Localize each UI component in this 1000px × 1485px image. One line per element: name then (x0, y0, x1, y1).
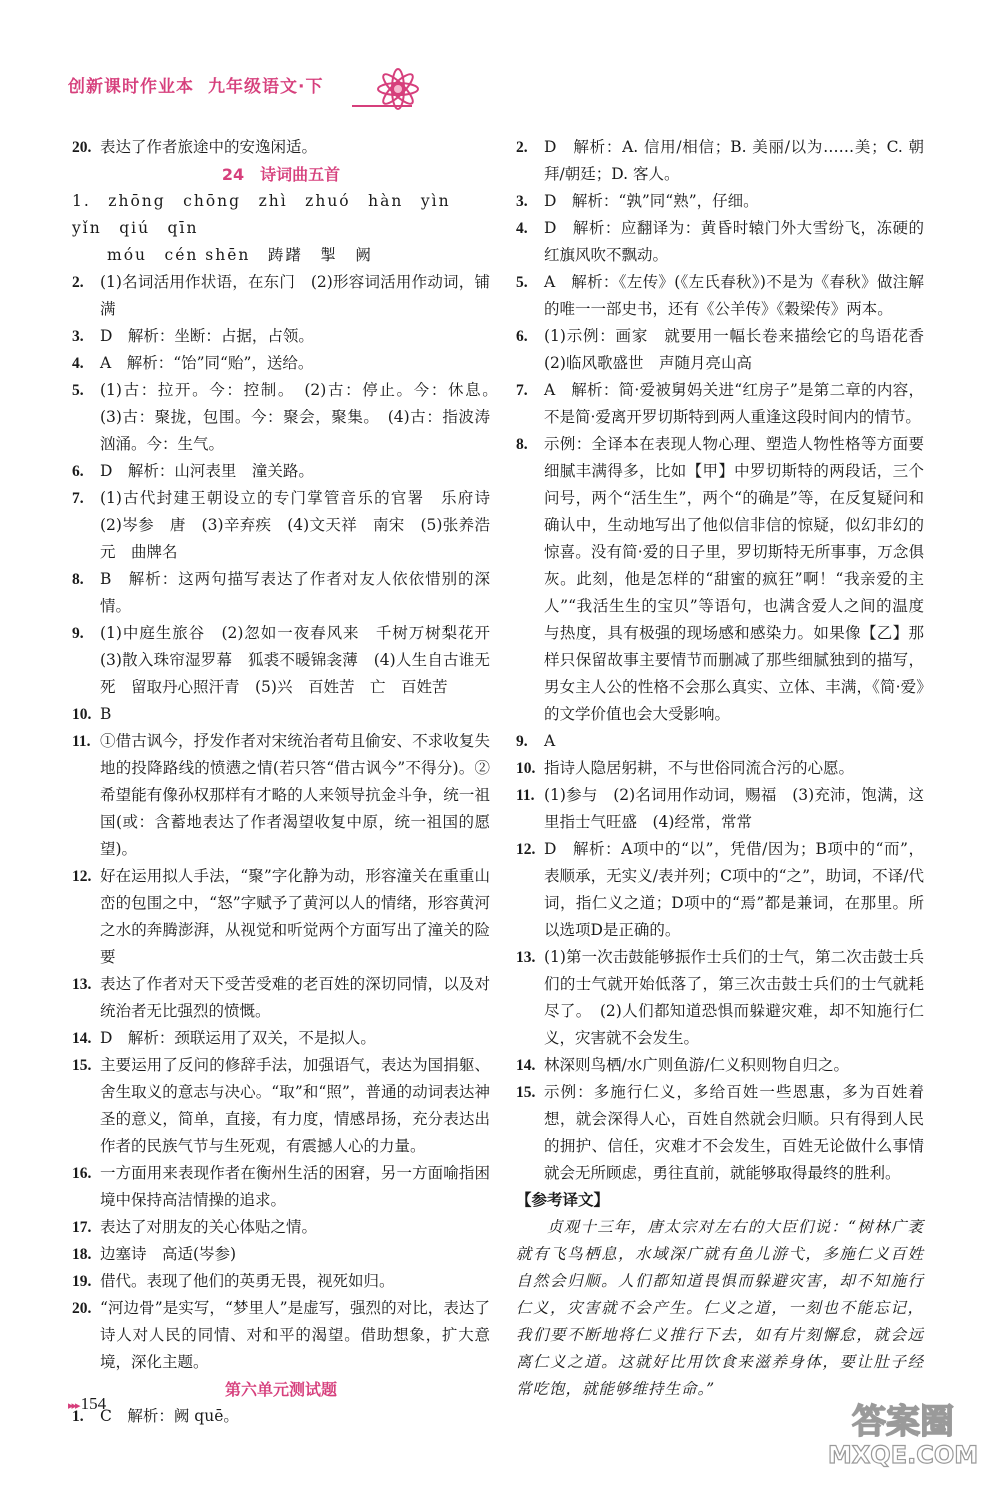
item-number: 5. (72, 382, 84, 399)
arrow-icon: ▸▸▸ (68, 1400, 79, 1412)
item-number: 12. (516, 841, 536, 858)
item-text: A 解析：“饴”同“贻”，送给。 (100, 354, 314, 372)
list-item (72, 323, 490, 350)
item-text: 林深则鸟栖/水广则鱼游/仁义积则物自归之。 (544, 1056, 849, 1074)
item-number: 13. (516, 949, 536, 966)
left-column (72, 134, 506, 1430)
item-text: ①借古讽今，抒发作者对宋统治者苟且偷安、不求收复失地的投降路线的愤懑之情(若只答“借古讽今”不得分)。②希望能有像孙权那样有才略的人来领导抗金斗争，统一祖国(或：含蓄地表达了作者渴望收复中原，统一祖国的愿望)。 (100, 732, 490, 858)
item-number: 16. (72, 1165, 92, 1182)
reference-translation: 贞观十三年，唐太宗对左右的大臣们说：“树林广袤就有飞鸟栖息，水域深广就有鱼儿游弋，多施仁义百姓自然会归顺。人们都知道畏惧而躲避灾害，却不知施行仁义，灾害就不会产生。仁义之道，一刻也不能忘记，我们要不断地将仁义推行下去，如有片刻懈怠，就会远离仁义之道。这就好比用饮食来滋养身体，要让肚子经常吃饱，就能够维持生命。” (516, 1218, 924, 1398)
svg-text:MXQE.COM: MXQE.COM (828, 1441, 978, 1469)
item-number: 11. (516, 787, 535, 804)
right-column (516, 134, 940, 1403)
item-number: 11. (72, 733, 91, 750)
item-number: 18. (72, 1246, 92, 1263)
item-text: 边塞诗 高适(岑参) (100, 1245, 237, 1263)
item-text: (1)示例：画家 就要用一幅长卷来描绘它的鸟语花香 (2)临风歌盛世 声随月亮山高 (544, 327, 940, 372)
right-answer-list (516, 134, 940, 1187)
item-text: B (100, 705, 112, 723)
list-item: 20. 表达了作者旅途中的安逸闲适。 (72, 138, 318, 156)
item-text: (1)名词活用作状语，在东门 (2)形容词活用作动词，铺满 (100, 273, 490, 318)
item-text: D 解析：坐断：占据，占领。 (100, 327, 314, 345)
item-number: 9. (72, 625, 84, 642)
list-item (72, 1025, 490, 1052)
item-text: 表达了对朋友的关心体贴之情。 (100, 1218, 318, 1236)
list-item (516, 1052, 924, 1079)
item-number: 7. (72, 490, 84, 507)
flower-icon (368, 60, 428, 118)
item-number: 6. (516, 328, 528, 345)
section-title-unit6: 第六单元测试题 (224, 1380, 337, 1399)
list-item (72, 1052, 490, 1160)
item-text: 一方面用来表现作者在衡州生活的困窘，另一方面喻指困境中保持高洁情操的追求。 (100, 1164, 490, 1209)
reference-translation-title: 【参考译文】 (516, 1191, 610, 1209)
item-text: A 解析：《左传》(《左氏春秋》)不是为《春秋》做注解的唯一一部史书，还有《公羊传》《穀梁传》两本。 (544, 273, 924, 318)
item-number: 4. (72, 355, 84, 372)
item-number: 8. (516, 436, 528, 453)
item-number: 4. (516, 220, 528, 237)
item-number: 19. (72, 1273, 92, 1290)
item-text: (1)第一次击鼓能够振作士兵们的士气，第二次击鼓士兵们的士气就开始低落了，第三次击鼓士兵们的士气就耗尽了。 (2)人们都知道恐惧而躲避灾难，却不知施行仁义，灾害就不会发生。 (544, 948, 924, 1047)
item-text: 借代。表现了他们的英勇无畏，视死如归。 (100, 1272, 395, 1290)
item-text: 好在运用拟人手法，“聚”字化静为动，形容潼关在重重山峦的包围之中，“怒”字赋予了黄河以人的情绪，形容黄河之水的奔腾澎湃，从视觉和听觉两个方面写出了潼关的险要 (100, 867, 490, 966)
book-subtitle: 九年级语文·下 (208, 77, 324, 97)
list-item (516, 782, 924, 836)
item-text: (1)参与 (2)名词用作动词，赐福 (3)充沛，饱满，这里指士气旺盛 (4)经常，常常 (544, 786, 924, 831)
item-number: 2. (72, 274, 84, 291)
list-item (516, 431, 924, 728)
list-item (72, 269, 490, 323)
item-number: 14. (72, 1030, 92, 1047)
item-number: 6. (72, 463, 84, 480)
item-number: 7. (516, 382, 528, 399)
item-text: D 解析：颈联运用了双关，不是拟人。 (100, 1029, 376, 1047)
left-answer-list (72, 269, 506, 1376)
item-number: 10. (516, 760, 536, 777)
item-text: 示例：多施行仁义，多给百姓一些恩惠，多为百姓着想，就会深得人心，百姓自然就会归顺。只有得到人民的拥护、信任，灾难才不会发生，百姓无论做什么事情就会无所顾虑，勇往直前，就能够取得最终的胜利。 (544, 1083, 924, 1182)
item-number: 2. (516, 139, 528, 156)
list-item (72, 377, 506, 458)
section-title-24: 24 诗词曲五首 (221, 165, 341, 184)
book-header (68, 72, 323, 97)
list-item (516, 269, 924, 323)
item-number: 17. (72, 1219, 92, 1236)
list-item (72, 350, 490, 377)
item-text: A (544, 732, 556, 750)
item-text: 示例：全译本在表现人物心理、塑造人物性格等方面要细腻丰满得多，比如【甲】中罗切斯特的两段话，三个问号，两个“活生生”，两个“的确是”等，在反复疑问和确认中，生动地写出了他似信非信的惊疑，似幻非幻的惊喜。没有简·爱的日子里，罗切斯特无所事事，万念俱灰。此刻，他是怎样的“甜蜜的疯狂”啊！“我亲爱的主人”“我活生生的宝贝”等语句，也满含爱人之间的温度与热度，具有极强的现场感和感染力。如果像【乙】那样只保留故事主要情节而删减了那些细腻独到的描写，男女主人公的性格不会那么真实、立体、丰满，《简·爱》的文学价值也会大受影响。 (544, 435, 924, 723)
list-item (516, 944, 924, 1052)
item-text: D 解析：“孰”同“熟”，仔细。 (544, 192, 759, 210)
item-number: 20. (72, 1300, 92, 1317)
watermark-logo (828, 1395, 978, 1470)
list-item (516, 836, 924, 944)
item-text: A 解析：简·爱被舅妈关进“红房子”是第二章的内容，不是简·爱离开罗切斯特到两人重逢这段时间内的情节。 (544, 381, 924, 426)
item-text: (1)中庭生旅谷 (2)忽如一夜春风来 千树万树梨花开 (3)散入珠帘湿罗幕 狐裘不暖锦衾薄 (4)人生自古谁无死 留取丹心照汗青 (5)兴 百姓苦 亡 百姓苦 (100, 624, 506, 696)
list-item (72, 1295, 490, 1376)
list-item (516, 215, 924, 269)
item-number: 14. (516, 1057, 536, 1074)
item-text: 表达了作者对天下受苦受难的老百姓的深切同情，以及对统治者无比强烈的愤慨。 (100, 975, 490, 1020)
list-item (516, 755, 924, 782)
header-underline (352, 105, 412, 107)
item-number: 15. (516, 1084, 536, 1101)
list-item (72, 1160, 490, 1214)
list-item (516, 188, 924, 215)
item-number: 10. (72, 706, 92, 723)
item-number: 3. (72, 328, 84, 345)
item-number: 3. (516, 193, 528, 210)
item-text: (1)古代封建王朝设立的专门掌管音乐的官署 乐府诗 (2)岑参 唐 (3)辛弃疾 (4)文天祥 南宋 (5)张养浩 元 曲牌名 (100, 489, 506, 561)
list-item (516, 323, 940, 377)
list-item (516, 1079, 924, 1187)
item-text: 主要运用了反问的修辞手法，加强语气，表达为国捐躯、舍生取义的意志与决心。“取”和“照”，普通的动词表达神圣的意义，简单，直接，有力度，情感昂扬，充分表达出作者的民族气节与生死观，有震撼人心的力量。 (100, 1056, 490, 1155)
pinyin-line: móu cén shēn 踌躇 掣 阙 (72, 246, 373, 264)
list-item (72, 620, 506, 701)
item-text: D 解析：A项中的“以”，凭借/因为；B项中的“而”，表顺承，无实义/表并列；C项中的“之”，助词，不译/代词，指仁义之道；D项中的“焉”都是兼词，在那里。所以选项D是正确的。 (544, 840, 924, 939)
item-text: D 解析：应翻译为：黄昏时辕门外大雪纷飞，冻硬的红旗风吹不飘动。 (544, 219, 924, 264)
list-item (72, 971, 490, 1025)
list-item (72, 863, 490, 971)
item-text: D 解析：A. 信用/相信；B. 美丽/以为……美；C. 朝拜/朝廷；D. 客人。 (544, 138, 924, 183)
list-item (72, 566, 490, 620)
item-number: 8. (72, 571, 84, 588)
item-text: 指诗人隐居躬耕，不与世俗同流合污的心愿。 (544, 759, 855, 777)
item-text: “河边骨”是实写，“梦里人”是虚写，强烈的对比，表达了诗人对人民的同情、对和平的渴望。借助想象，扩大意境，深化主题。 (100, 1299, 490, 1371)
list-item (516, 728, 924, 755)
list-item (72, 728, 490, 863)
list-item (72, 1214, 490, 1241)
item-number: 9. (516, 733, 528, 750)
item-text: B 解析：这两句描写表达了作者对友人依依惜别的深情。 (100, 570, 490, 615)
item-number: 5. (516, 274, 528, 291)
item-number: 12. (72, 868, 92, 885)
pinyin-line: 1. zhōng chōng zhì zhuó hàn yìn yǐn qiú qīn (72, 192, 469, 237)
list-item (516, 377, 924, 431)
list-item: 1. C 解析：阙 quē。 (72, 1407, 239, 1425)
list-item (72, 701, 490, 728)
list-item (72, 1268, 490, 1295)
list-item (72, 1241, 490, 1268)
item-number: 13. (72, 976, 92, 993)
item-number: 15. (72, 1057, 92, 1074)
item-text: D 解析：山河表里 潼关路。 (100, 462, 314, 480)
book-title: 创新课时作业本 (68, 77, 194, 97)
svg-text:答案圈: 答案圈 (852, 1402, 954, 1442)
list-item (72, 458, 490, 485)
page-number: ▸▸▸ 154 (68, 1394, 107, 1413)
list-item (72, 485, 506, 566)
list-item (516, 134, 924, 188)
item-text: (1)古：拉开。今：控制。 (2)古：停止。今：休息。 (3)古：聚拢，包围。今：聚会，聚集。 (4)古：指波涛汹涌。今：生气。 (100, 381, 506, 453)
